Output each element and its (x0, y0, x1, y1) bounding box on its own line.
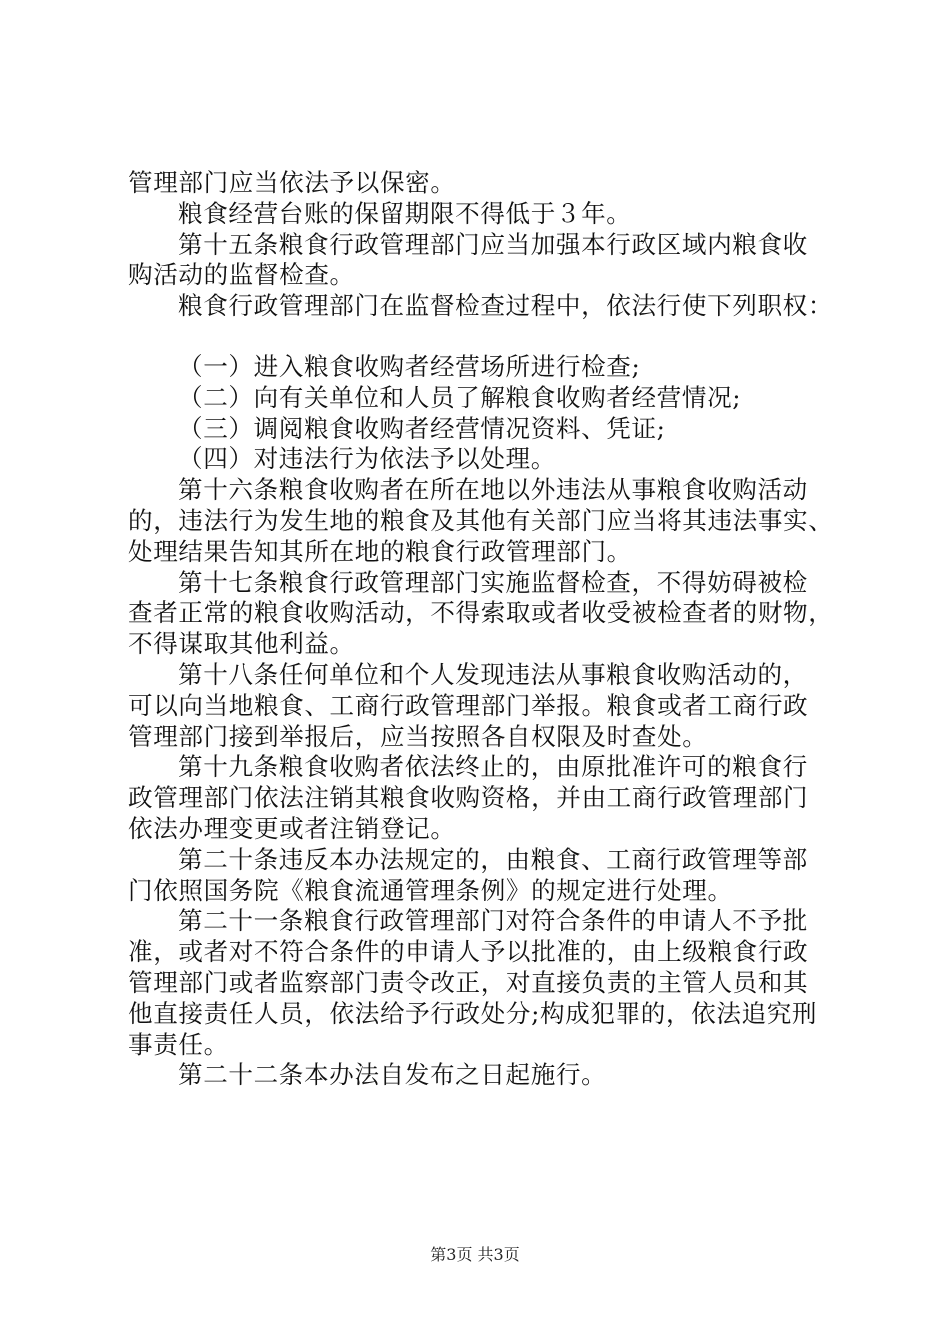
text-line: 准，或者对不符合条件的申请人予以批准的，由上级粮食行政 (128, 937, 809, 967)
list-item: （一）进入粮食收购者经营场所进行检查; (178, 351, 641, 381)
text-line: 第十八条任何单位和个人发现违法从事粮食收购活动的， (178, 659, 808, 689)
text-line: 购活动的监督检查。 (128, 260, 355, 290)
text-line: 第十六条粮食收购者在所在地以外违法从事粮食收购活动 (178, 475, 808, 505)
text-line: 他直接责任人员，依法给予行政处分;构成犯罪的，依法追究刑 (128, 998, 818, 1028)
text-line: 第十九条粮食收购者依法终止的，由原批准许可的粮食行 (178, 752, 808, 782)
text-line: 可以向当地粮食、工商行政管理部门举报。粮食或者工商行政 (128, 690, 809, 720)
text-line: 门依照国务院《粮食流通管理条例》的规定进行处理。 (128, 875, 733, 905)
document-body (128, 168, 834, 1091)
list-item: （二）向有关单位和人员了解粮食收购者经营情况; (178, 382, 742, 412)
text-line: 粮食行政管理部门在监督检查过程中，依法行使下列职权： (178, 291, 834, 321)
paragraph-gap (128, 322, 834, 352)
text-line: 第二十二条本办法自发布之日起施行。 (178, 1060, 607, 1090)
text-line: 第十七条粮食行政管理部门实施监督检查，不得妨碍被检 (178, 567, 808, 597)
text-line: 的，违法行为发生地的粮食及其他有关部门应当将其违法事实、 (128, 505, 834, 535)
text-line: 粮食经营台账的保留期限不得低于３年。 (178, 198, 632, 228)
text-line: 处理结果告知其所在地的粮食行政管理部门。 (128, 536, 632, 566)
text-line: 政管理部门依法注销其粮食收购资格，并由工商行政管理部门 (128, 783, 809, 813)
text-line: 依法办理变更或者注销登记。 (128, 813, 456, 843)
text-line: 第十五条粮食行政管理部门应当加强本行政区域内粮食收 (178, 229, 808, 259)
list-item: （三）调阅粮食收购者经营情况资料、凭证; (178, 413, 666, 443)
text-line: 事责任。 (128, 1029, 229, 1059)
text-line: 管理部门应当依法予以保密。 (128, 168, 456, 197)
text-line: 第二十一条粮食行政管理部门对符合条件的申请人不予批 (178, 906, 808, 936)
list-item: （四）对违法行为依法予以处理。 (178, 444, 556, 474)
text-line: 查者正常的粮食收购活动，不得索取或者收受被检查者的财物， (128, 598, 834, 628)
text-line: 第二十条违反本办法规定的，由粮食、工商行政管理等部 (178, 844, 808, 874)
text-line: 管理部门或者监察部门责令改正，对直接负责的主管人员和其 (128, 967, 809, 997)
page-footer: 第3页 共3页 (430, 1245, 520, 1264)
text-line: 不得谋取其他利益。 (128, 629, 355, 659)
text-line: 管理部门接到举报后，应当按照各自权限及时查处。 (128, 721, 708, 751)
